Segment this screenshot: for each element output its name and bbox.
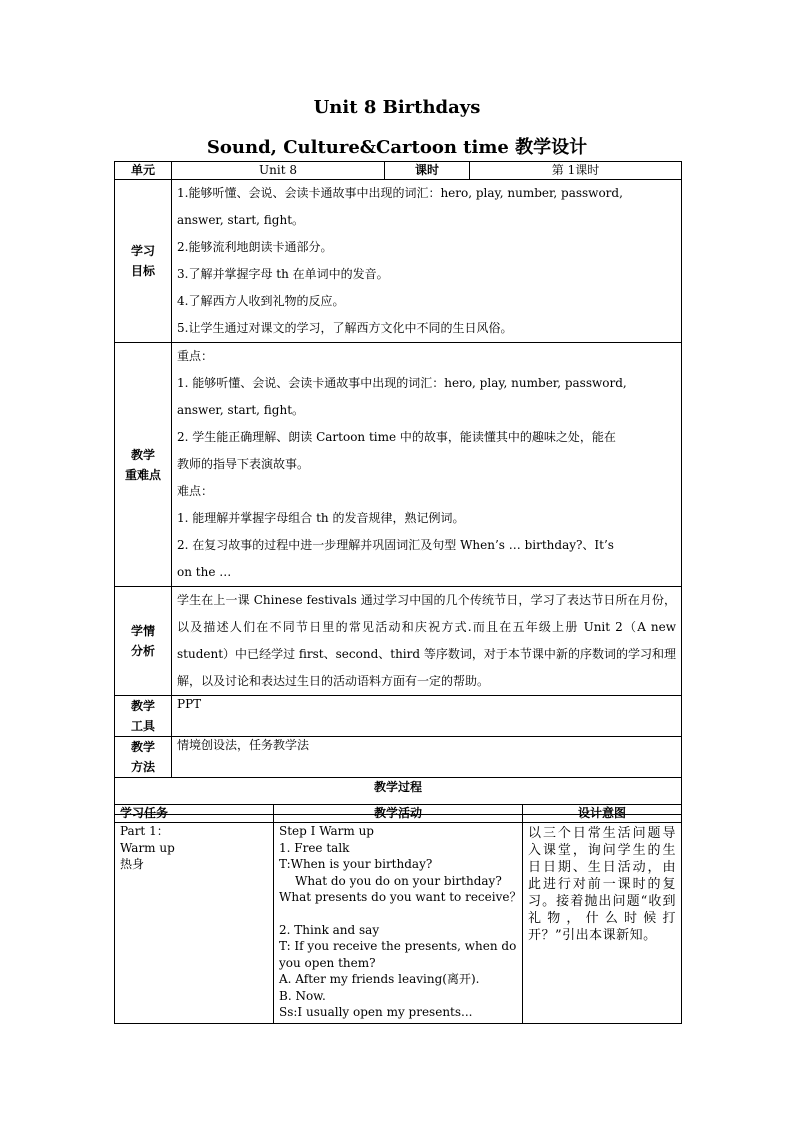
activity-cell: [274, 823, 523, 1024]
key-points-content: [172, 343, 682, 587]
objectives-label: [115, 180, 172, 343]
methods-label-text: 教学 方法: [130, 740, 155, 774]
process-table: [114, 804, 682, 1024]
objective-line: 5.让学生通过对课文的学习，了解西方文化中不同的生日风俗。: [177, 321, 513, 335]
activity-line: 1. Free talk: [279, 840, 350, 855]
process-title: 教学过程: [115, 778, 682, 815]
objectives-label-text: 学习 目标: [130, 244, 155, 278]
unit-row: [115, 162, 682, 180]
process-header-row: [115, 805, 682, 823]
lesson-value: 第 1课时: [470, 162, 682, 180]
analysis-label: [115, 587, 172, 696]
page-subtitle: Sound, Culture&Cartoon time 教学设计: [206, 137, 588, 158]
objectives-row: [115, 180, 682, 343]
activity-line: Ss:I usually open my presents...: [279, 1005, 473, 1019]
activity-line: Step I Warm up: [279, 824, 374, 838]
task-line: 热身: [120, 857, 145, 871]
activity-line: 2. Think and say: [279, 922, 380, 937]
activity-line: What presents do you want to receive？: [279, 890, 522, 904]
task-line: Warm up: [120, 840, 175, 855]
methods-row: [115, 737, 682, 778]
page-title: Unit 8 Birthdays: [313, 97, 481, 118]
column-header-intent: 设计意图: [523, 805, 682, 823]
tools-row: [115, 696, 682, 737]
tools-label: [115, 696, 172, 737]
key-point-line: 1. 能理解并掌握字母组合 th 的发音规律，熟记例词。: [177, 511, 465, 525]
tools-value: PPT: [172, 696, 682, 737]
analysis-content: 学生在上一课 Chinese festivals 通过学习中国的几个传统节日，学习了表达节日所在月份，以及描述人们在不同节日里的常见活动和庆祝方式.而且在五年级上册 Unit 2（A new student）中已经学过 first、second、third 等序数词，对于本节课中新的序数词的学习和理解，以及讨论和表达过生日的活动语料方面有一定的帮助。: [172, 587, 682, 696]
key-points-label: [115, 343, 172, 587]
key-point-line: 2. 在复习故事的过程中进一步理解并巩固词汇及句型 When’s … birthday?、It’s: [177, 538, 614, 552]
activity-line: B. Now.: [279, 988, 326, 1003]
key-point-line: 教师的指导下表演故事。: [177, 457, 310, 471]
methods-label: [115, 737, 172, 778]
objectives-content: [172, 180, 682, 343]
objective-line: answer, start, fight。: [177, 213, 305, 227]
key-point-line: answer, start, fight。: [177, 403, 305, 417]
analysis-label-text: 学情 分析: [130, 624, 155, 658]
key-point-line: 1. 能够听懂、会说、会读卡通故事中出现的词汇：hero, play, number, password,: [177, 376, 627, 390]
activity-line: T:When is your birthday?: [279, 857, 433, 871]
key-points-label-text: 教学 重难点: [124, 447, 161, 482]
unit-label: 单元: [115, 162, 172, 180]
task-line: Part 1：: [120, 824, 169, 838]
activity-spacer: [279, 906, 517, 922]
activity-line: What do you do on your birthday?: [295, 873, 502, 888]
objective-line: 1.能够听懂、会说、会读卡通故事中出现的词汇：hero, play, number, password,: [177, 186, 623, 200]
objective-line: 4.了解西方人收到礼物的反应。: [177, 294, 345, 308]
key-point-line: on the …: [177, 565, 232, 579]
activity-line: T: If you receive the presents, when do: [279, 939, 517, 953]
activity-line: you open them?: [279, 955, 376, 970]
lesson-info-table: [114, 161, 682, 815]
activity-line: A. After my friends leaving(离开).: [279, 972, 480, 986]
objective-line: 3.了解并掌握字母 th 在单词中的发音。: [177, 267, 389, 281]
key-point-line: 2. 学生能正确理解、朗读 Cartoon time 中的故事，能读懂其中的趣味之处，能在: [177, 430, 616, 444]
unit-value: Unit 8: [172, 162, 385, 180]
analysis-row: [115, 587, 682, 696]
key-point-line: 重点：: [177, 349, 214, 363]
column-header-activity: 教学活动: [274, 805, 523, 823]
process-row: [115, 823, 682, 1024]
lesson-label: 课时: [385, 162, 470, 180]
intent-cell: 以三个日常生活问题导入课堂，询问学生的生日日期、生日活动，由此进行对前一课时的复习。接着抛出问题“收到礼物，什么时候打开？”引出本课新知。: [523, 823, 682, 1024]
tools-label-text: 教学 工具: [130, 699, 155, 733]
column-header-task: 学习任务: [115, 805, 274, 823]
task-cell: [115, 823, 274, 1024]
key-points-row: [115, 343, 682, 587]
key-point-line: 难点：: [177, 484, 214, 498]
methods-value: 情境创设法，任务教学法: [172, 737, 682, 778]
objective-line: 2.能够流利地朗读卡通部分。: [177, 240, 333, 254]
